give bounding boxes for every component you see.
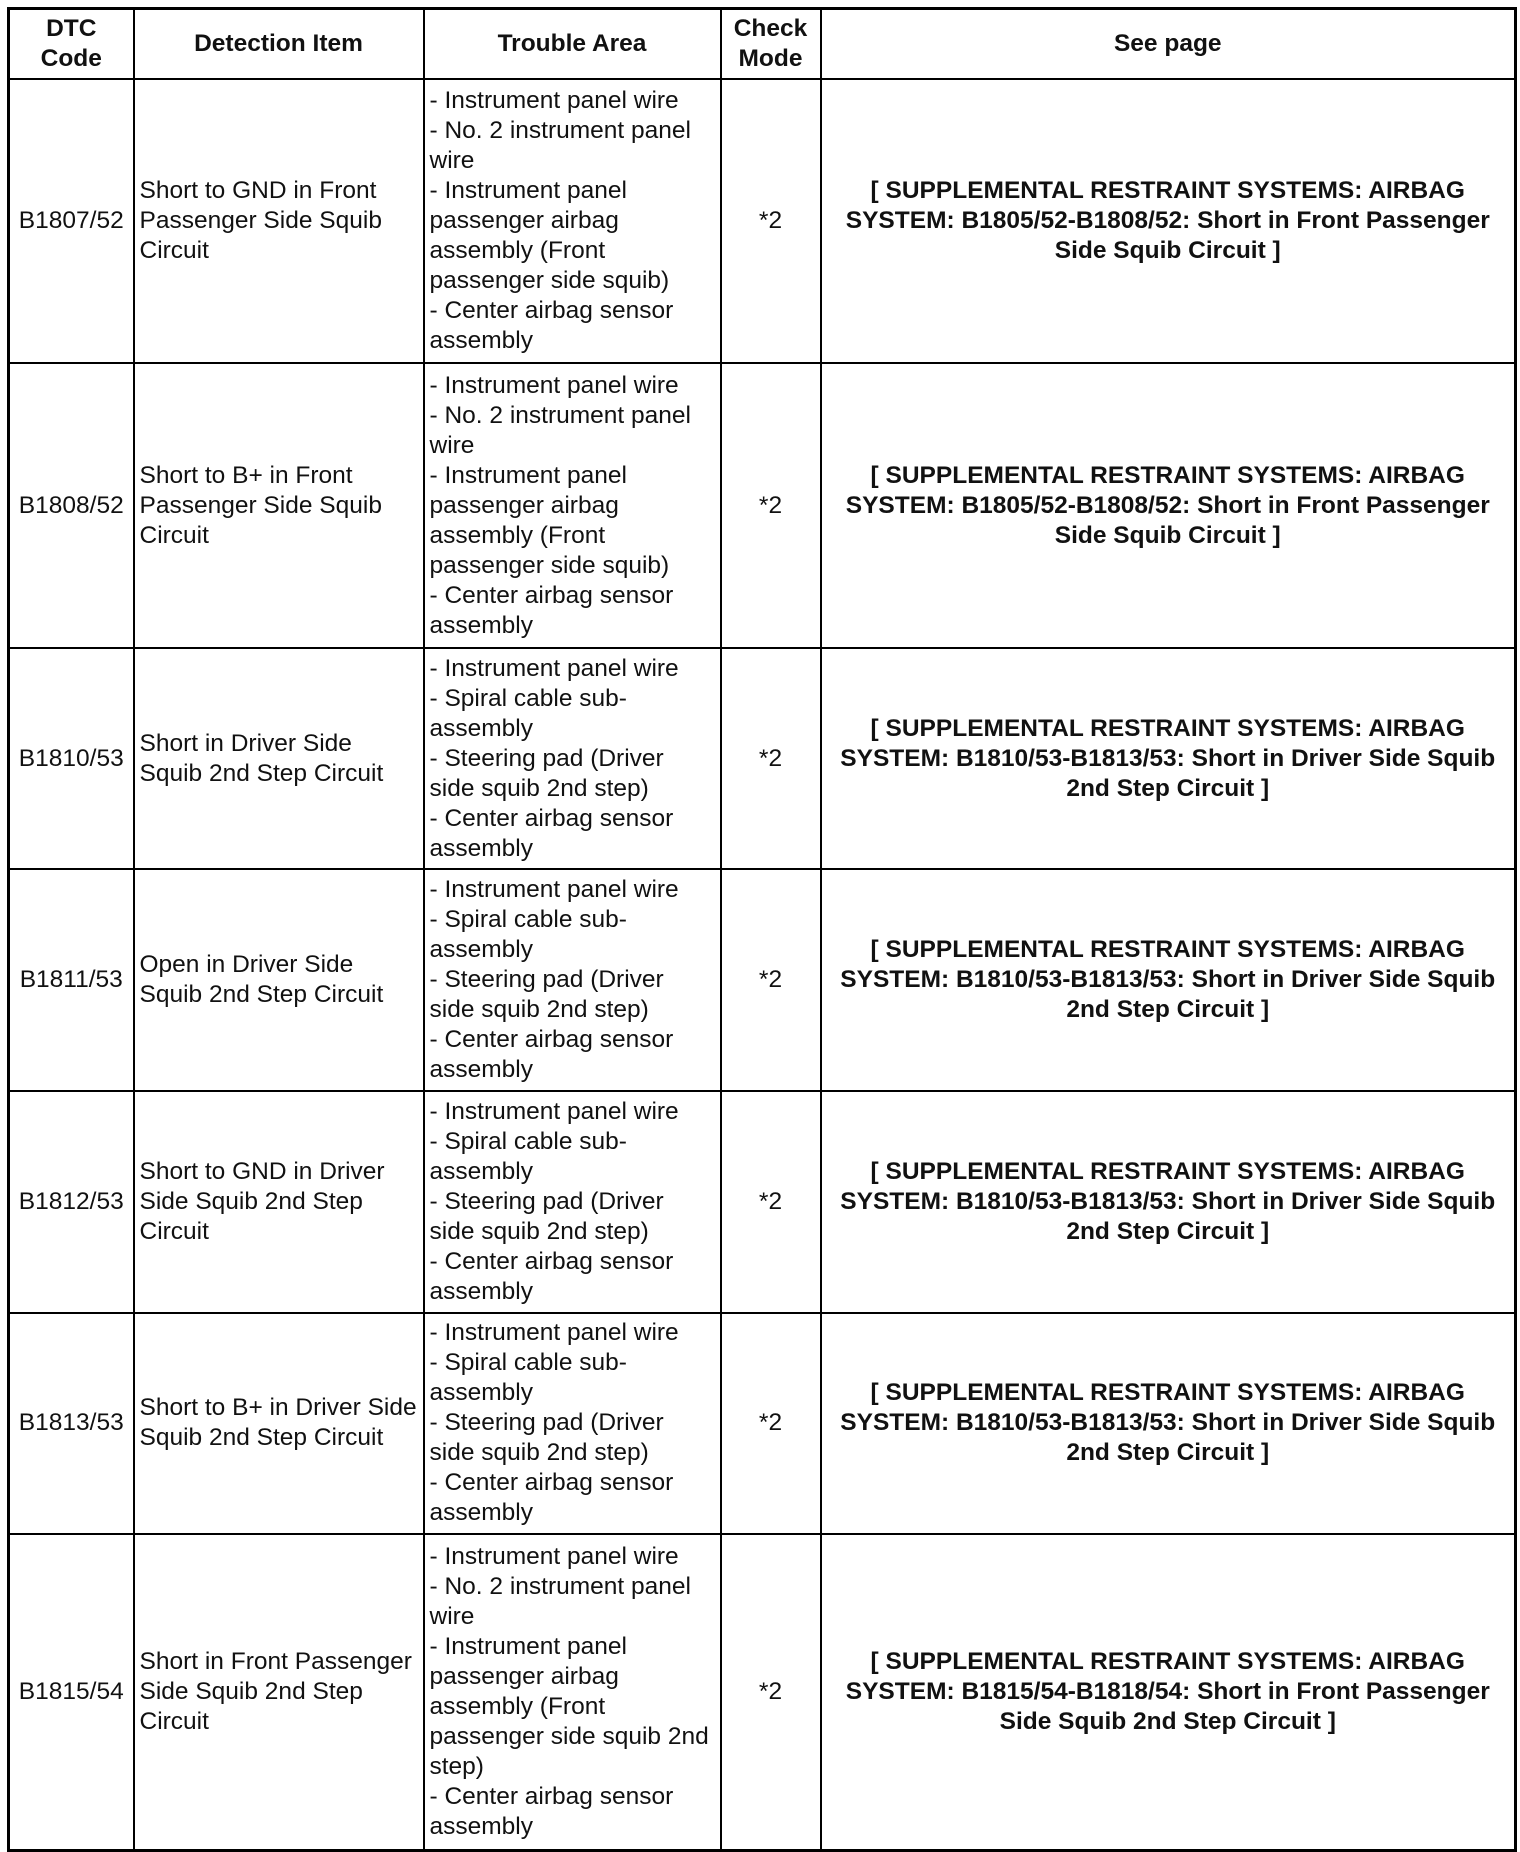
dtc-code-cell: B1812/53 <box>9 1091 134 1313</box>
trouble-area-cell: - Instrument panel wire - Spiral cable sub-assembly - Steering pad (Driver side squib 2nd step) - Center airbag sensor assembly <box>424 648 721 870</box>
see-page-link[interactable]: [ SUPPLEMENTAL RESTRAINT SYSTEMS: AIRBAG SYSTEM: B1810/53-B1813/53: Short in Driver Side Squib 2nd Step Circuit ] <box>821 1313 1516 1535</box>
detection-item-cell: Short to B+ in Front Passenger Side Squib Circuit <box>134 363 424 647</box>
dtc-code-cell: B1807/52 <box>9 79 134 363</box>
header-check-line1: Check <box>733 15 808 42</box>
header-dtc-code <box>9 9 134 80</box>
table-row <box>9 79 1516 363</box>
dtc-code-cell: B1811/53 <box>9 869 134 1091</box>
header-check-line2: Mode <box>738 45 803 72</box>
check-mode-cell: *2 <box>721 79 821 363</box>
header-dtc-line2: Code <box>40 45 102 72</box>
dtc-code-cell: B1815/54 <box>9 1534 134 1850</box>
see-page-link[interactable]: [ SUPPLEMENTAL RESTRAINT SYSTEMS: AIRBAG SYSTEM: B1810/53-B1813/53: Short in Driver Side Squib 2nd Step Circuit ] <box>821 869 1516 1091</box>
detection-item-cell: Short to B+ in Driver Side Squib 2nd Step Circuit <box>134 1313 424 1535</box>
see-page-link[interactable]: [ SUPPLEMENTAL RESTRAINT SYSTEMS: AIRBAG SYSTEM: B1805/52-B1808/52: Short in Front Passenger Side Squib Circuit ] <box>821 363 1516 647</box>
detection-item-cell: Short in Front Passenger Side Squib 2nd Step Circuit <box>134 1534 424 1850</box>
detection-item-cell: Open in Driver Side Squib 2nd Step Circuit <box>134 869 424 1091</box>
detection-item-cell: Short in Driver Side Squib 2nd Step Circuit <box>134 648 424 870</box>
table-body <box>9 79 1516 1851</box>
trouble-area-cell: - Instrument panel wire - No. 2 instrument panel wire - Instrument panel passenger airbag assembly (Front passenger side squib) - Center airbag sensor assembly <box>424 79 721 363</box>
check-mode-cell: *2 <box>721 1091 821 1313</box>
header-see-page: See page <box>821 9 1516 80</box>
header-trouble-area: Trouble Area <box>424 9 721 80</box>
table-header <box>9 9 1516 80</box>
check-mode-cell: *2 <box>721 1313 821 1535</box>
see-page-link[interactable]: [ SUPPLEMENTAL RESTRAINT SYSTEMS: AIRBAG SYSTEM: B1805/52-B1808/52: Short in Front Passenger Side Squib Circuit ] <box>821 79 1516 363</box>
header-dtc-line1: DTC <box>46 15 97 42</box>
see-page-link[interactable]: [ SUPPLEMENTAL RESTRAINT SYSTEMS: AIRBAG SYSTEM: B1815/54-B1818/54: Short in Front Passenger Side Squib 2nd Step Circuit ] <box>821 1534 1516 1850</box>
header-detection-item: Detection Item <box>134 9 424 80</box>
dtc-code-cell: B1808/52 <box>9 363 134 647</box>
detection-item-cell: Short to GND in Front Passenger Side Squib Circuit <box>134 79 424 363</box>
table-row <box>9 1534 1516 1850</box>
dtc-table <box>7 7 1517 1852</box>
table-row <box>9 1091 1516 1313</box>
see-page-link[interactable]: [ SUPPLEMENTAL RESTRAINT SYSTEMS: AIRBAG SYSTEM: B1810/53-B1813/53: Short in Driver Side Squib 2nd Step Circuit ] <box>821 1091 1516 1313</box>
dtc-code-cell: B1813/53 <box>9 1313 134 1535</box>
dtc-code-cell: B1810/53 <box>9 648 134 870</box>
check-mode-cell: *2 <box>721 648 821 870</box>
table-row <box>9 1313 1516 1535</box>
trouble-area-cell: - Instrument panel wire - Spiral cable sub-assembly - Steering pad (Driver side squib 2nd step) - Center airbag sensor assembly <box>424 869 721 1091</box>
check-mode-cell: *2 <box>721 363 821 647</box>
table-row <box>9 363 1516 647</box>
trouble-area-cell: - Instrument panel wire - No. 2 instrument panel wire - Instrument panel passenger airbag assembly (Front passenger side squib) - Center airbag sensor assembly <box>424 363 721 647</box>
check-mode-cell: *2 <box>721 869 821 1091</box>
detection-item-cell: Short to GND in Driver Side Squib 2nd Step Circuit <box>134 1091 424 1313</box>
table-row <box>9 869 1516 1091</box>
header-row <box>9 9 1516 80</box>
trouble-area-cell: - Instrument panel wire - Spiral cable sub-assembly - Steering pad (Driver side squib 2nd step) - Center airbag sensor assembly <box>424 1313 721 1535</box>
header-check-mode <box>721 9 821 80</box>
trouble-area-cell: - Instrument panel wire - No. 2 instrument panel wire - Instrument panel passenger airbag assembly (Front passenger side squib 2nd step) - Center airbag sensor assembly <box>424 1534 721 1850</box>
table-row <box>9 648 1516 870</box>
check-mode-cell: *2 <box>721 1534 821 1850</box>
see-page-link[interactable]: [ SUPPLEMENTAL RESTRAINT SYSTEMS: AIRBAG SYSTEM: B1810/53-B1813/53: Short in Driver Side Squib 2nd Step Circuit ] <box>821 648 1516 870</box>
trouble-area-cell: - Instrument panel wire - Spiral cable sub-assembly - Steering pad (Driver side squib 2nd step) - Center airbag sensor assembly <box>424 1091 721 1313</box>
